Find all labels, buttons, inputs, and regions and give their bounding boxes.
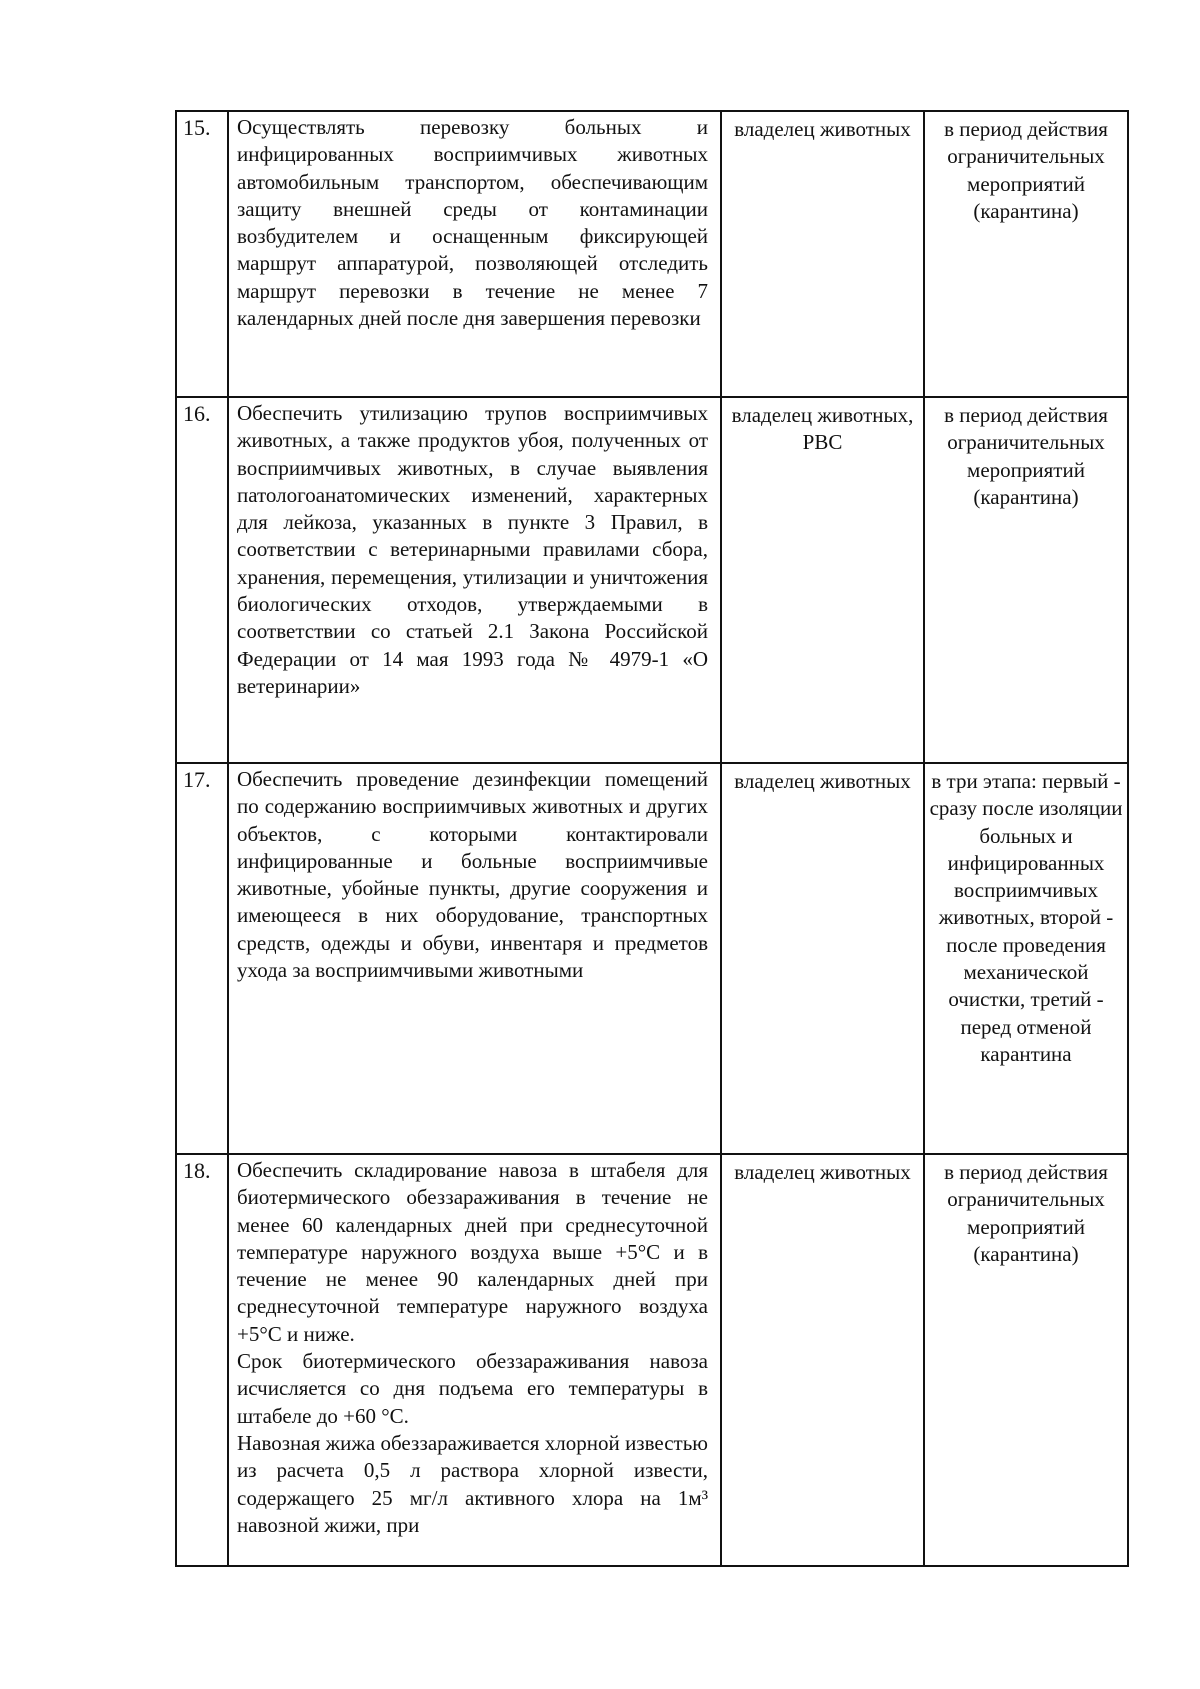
action-text: Обеспечить складирование навоза в штабеля для биотермического обеззараживания в течение не менее 60 календарных дней при среднесуточной температуре наружного воздуха выше +5°С и в течение не менее 90 календарных дней при среднесуточной температуре наружного воздуха +5°С и ниже. bbox=[237, 1158, 708, 1346]
responsible-cell: владелец животных bbox=[721, 763, 924, 1154]
action-cell bbox=[228, 111, 721, 397]
action-cell bbox=[228, 397, 721, 763]
table-row bbox=[176, 111, 1128, 397]
action-text: Навозная жижа обеззараживается хлорной известью из расчета 0,5 л раствора хлорной извести, содержащего 25 мг/л активного хлора на 1м³ навозной жижи, при bbox=[237, 1430, 708, 1537]
table-row bbox=[176, 763, 1128, 1154]
period-cell: в период действия ограничительных мероприятий (карантина) bbox=[924, 1154, 1128, 1566]
action-text: Обеспечить утилизацию трупов восприимчивых животных, а также продуктов убоя, полученных от восприимчивых животных, в случае выявления патологоанатомических изменений, характерных для лейкоза, указанных в пункте 3 Правил, в соответствии с ветеринарными правилами сбора, хранения, перемещения, утилизации и уничтожения биологических отходов, утверждаемыми в соответствии со статьей 2.1 Закона Российской Федерации от 14 мая 1993 года № 4979-1 «О ветеринарии» bbox=[237, 401, 708, 698]
action-cell bbox=[228, 1154, 721, 1566]
row-number: 18. bbox=[176, 1154, 228, 1566]
action-text: Срок биотермического обеззараживания навоза исчисляется со дня подъема его температуры в штабеле до +60 °С. bbox=[237, 1349, 708, 1428]
action-text: Обеспечить проведение дезинфекции помещений по содержанию восприимчивых животных и других объектов, с которыми контактировали инфицированные и больные восприимчивые животные, убойные пункты, другие сооружения и имеющееся в них оборудование, транспортных средств, одежды и обуви, инвентаря и предметов ухода за восприимчивыми животными bbox=[237, 767, 708, 983]
measures-table bbox=[175, 110, 1129, 1567]
row-number: 17. bbox=[176, 763, 228, 1154]
period-cell: в период действия ограничительных мероприятий (карантина) bbox=[924, 111, 1128, 397]
period-cell: в три этапа: первый - сразу после изоляции больных и инфицированных восприимчивых животных, второй - после проведения механической очистки, третий - перед отменой карантина bbox=[924, 763, 1128, 1154]
row-number: 16. bbox=[176, 397, 228, 763]
responsible-cell: владелец животных bbox=[721, 111, 924, 397]
period-cell: в период действия ограничительных мероприятий (карантина) bbox=[924, 397, 1128, 763]
responsible-cell: владелец животных bbox=[721, 1154, 924, 1566]
table-row bbox=[176, 397, 1128, 763]
table-row bbox=[176, 1154, 1128, 1566]
responsible-cell: владелец животных, РВС bbox=[721, 397, 924, 763]
row-number: 15. bbox=[176, 111, 228, 397]
action-cell bbox=[228, 763, 721, 1154]
action-text: Осуществлять перевозку больных и инфицированных восприимчивых животных автомобильным транспортом, обеспечивающим защиту внешней среды от контаминации возбудителем и оснащенным фиксирующей маршрут аппаратурой, позволяющей отследить маршрут перевозки в течение не менее 7 календарных дней после дня завершения перевозки bbox=[237, 115, 708, 331]
